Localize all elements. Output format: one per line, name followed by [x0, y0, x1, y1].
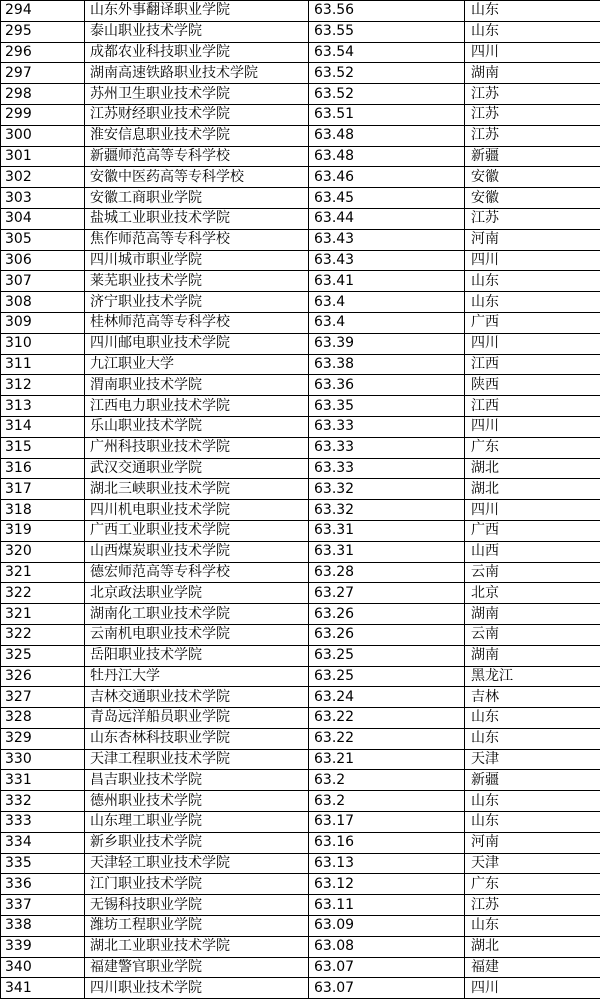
table-row [1, 687, 600, 708]
college-name-cell: 武汉交通职业学院 [85, 458, 309, 479]
province-cell: 湖南 [465, 645, 600, 666]
college-name-cell: 四川职业技术学院 [85, 978, 309, 999]
province-cell: 安徽 [465, 167, 600, 188]
province-cell: 新疆 [465, 770, 600, 791]
province-cell: 新疆 [465, 146, 600, 167]
rank-cell: 321 [1, 604, 85, 625]
province-cell: 山东 [465, 812, 600, 833]
rank-cell: 332 [1, 791, 85, 812]
rank-cell: 300 [1, 125, 85, 146]
province-cell: 天津 [465, 853, 600, 874]
college-name-cell: 广西工业职业技术学院 [85, 520, 309, 541]
table-row [1, 333, 600, 354]
province-cell: 福建 [465, 957, 600, 978]
rank-cell: 330 [1, 749, 85, 770]
score-cell: 63.27 [309, 583, 465, 604]
college-name-cell: 新乡职业技术学院 [85, 832, 309, 853]
province-cell: 天津 [465, 749, 600, 770]
table-row [1, 978, 600, 999]
table-row [1, 125, 600, 146]
score-cell: 63.31 [309, 520, 465, 541]
rank-cell: 317 [1, 479, 85, 500]
table-row [1, 250, 600, 271]
rank-cell: 295 [1, 21, 85, 42]
score-cell: 63.55 [309, 21, 465, 42]
college-name-cell: 德州职业技术学院 [85, 791, 309, 812]
province-cell: 山东 [465, 728, 600, 749]
rank-cell: 334 [1, 832, 85, 853]
college-name-cell: 云南机电职业技术学院 [85, 624, 309, 645]
table-row [1, 146, 600, 167]
rank-cell: 320 [1, 541, 85, 562]
score-cell: 63.33 [309, 416, 465, 437]
rank-cell: 299 [1, 104, 85, 125]
table-row [1, 624, 600, 645]
score-cell: 63.2 [309, 791, 465, 812]
table-row [1, 770, 600, 791]
table-row [1, 354, 600, 375]
rank-cell: 312 [1, 375, 85, 396]
college-name-cell: 湖南化工职业技术学院 [85, 604, 309, 625]
province-cell: 山东 [465, 21, 600, 42]
province-cell: 江西 [465, 354, 600, 375]
college-name-cell: 山西煤炭职业技术学院 [85, 541, 309, 562]
score-cell: 63.4 [309, 292, 465, 313]
score-cell: 63.24 [309, 687, 465, 708]
rank-cell: 333 [1, 812, 85, 833]
college-name-cell: 广州科技职业技术学院 [85, 437, 309, 458]
rank-cell: 340 [1, 957, 85, 978]
college-name-cell: 青岛远洋船员职业学院 [85, 708, 309, 729]
college-name-cell: 九江职业大学 [85, 354, 309, 375]
score-cell: 63.12 [309, 874, 465, 895]
province-cell: 四川 [465, 333, 600, 354]
college-name-cell: 安徽工商职业学院 [85, 188, 309, 209]
college-name-cell: 渭南职业技术学院 [85, 375, 309, 396]
table-row [1, 916, 600, 937]
province-cell: 四川 [465, 42, 600, 63]
province-cell: 广西 [465, 312, 600, 333]
province-cell: 山东 [465, 292, 600, 313]
score-cell: 63.38 [309, 354, 465, 375]
province-cell: 广西 [465, 520, 600, 541]
college-name-cell: 福建警官职业学院 [85, 957, 309, 978]
province-cell: 安徽 [465, 188, 600, 209]
score-cell: 63.25 [309, 666, 465, 687]
score-cell: 63.43 [309, 250, 465, 271]
rank-cell: 308 [1, 292, 85, 313]
rank-cell: 327 [1, 687, 85, 708]
province-cell: 湖北 [465, 458, 600, 479]
college-name-cell: 无锡科技职业学院 [85, 895, 309, 916]
rank-cell: 297 [1, 63, 85, 84]
score-cell: 63.17 [309, 812, 465, 833]
college-name-cell: 天津轻工职业技术学院 [85, 853, 309, 874]
province-cell: 吉林 [465, 687, 600, 708]
table-row [1, 562, 600, 583]
college-name-cell: 桂林师范高等专科学校 [85, 312, 309, 333]
province-cell: 四川 [465, 250, 600, 271]
rank-cell: 310 [1, 333, 85, 354]
college-name-cell: 山东外事翻译职业学院 [85, 1, 309, 22]
table-row [1, 1, 600, 22]
rank-cell: 318 [1, 500, 85, 521]
province-cell: 黑龙江 [465, 666, 600, 687]
rank-cell: 336 [1, 874, 85, 895]
college-name-cell: 潍坊工程职业学院 [85, 916, 309, 937]
college-name-cell: 岳阳职业技术学院 [85, 645, 309, 666]
score-cell: 63.52 [309, 63, 465, 84]
score-cell: 63.41 [309, 271, 465, 292]
rank-cell: 315 [1, 437, 85, 458]
college-name-cell: 牡丹江大学 [85, 666, 309, 687]
score-cell: 63.33 [309, 437, 465, 458]
table-row [1, 84, 600, 105]
table-row [1, 645, 600, 666]
table-row [1, 520, 600, 541]
rank-cell: 326 [1, 666, 85, 687]
rank-cell: 335 [1, 853, 85, 874]
college-name-cell: 泰山职业技术学院 [85, 21, 309, 42]
table-row [1, 708, 600, 729]
rank-cell: 298 [1, 84, 85, 105]
table-row [1, 188, 600, 209]
rank-cell: 305 [1, 229, 85, 250]
province-cell: 广东 [465, 437, 600, 458]
table-row [1, 728, 600, 749]
college-name-cell: 江苏财经职业技术学院 [85, 104, 309, 125]
table-row [1, 479, 600, 500]
rank-cell: 321 [1, 562, 85, 583]
score-cell: 63.26 [309, 624, 465, 645]
table-row [1, 208, 600, 229]
table-row [1, 396, 600, 417]
province-cell: 湖南 [465, 63, 600, 84]
province-cell: 河南 [465, 832, 600, 853]
province-cell: 江苏 [465, 895, 600, 916]
table-row [1, 812, 600, 833]
table-row [1, 292, 600, 313]
score-cell: 63.07 [309, 957, 465, 978]
score-cell: 63.51 [309, 104, 465, 125]
rank-cell: 302 [1, 167, 85, 188]
score-cell: 63.52 [309, 84, 465, 105]
score-cell: 63.13 [309, 853, 465, 874]
table-row [1, 167, 600, 188]
score-cell: 63.32 [309, 479, 465, 500]
score-cell: 63.09 [309, 916, 465, 937]
table-row [1, 104, 600, 125]
rank-cell: 339 [1, 936, 85, 957]
rank-cell: 341 [1, 978, 85, 999]
score-cell: 63.2 [309, 770, 465, 791]
table-row [1, 666, 600, 687]
province-cell: 北京 [465, 583, 600, 604]
score-cell: 63.35 [309, 396, 465, 417]
college-name-cell: 吉林交通职业技术学院 [85, 687, 309, 708]
table-row [1, 458, 600, 479]
college-name-cell: 新疆师范高等专科学校 [85, 146, 309, 167]
college-name-cell: 苏州卫生职业技术学院 [85, 84, 309, 105]
score-cell: 63.48 [309, 146, 465, 167]
score-cell: 63.07 [309, 978, 465, 999]
province-cell: 四川 [465, 416, 600, 437]
province-cell: 山东 [465, 271, 600, 292]
rank-cell: 316 [1, 458, 85, 479]
rank-cell: 311 [1, 354, 85, 375]
score-cell: 63.56 [309, 1, 465, 22]
score-cell: 63.22 [309, 728, 465, 749]
college-name-cell: 北京政法职业学院 [85, 583, 309, 604]
province-cell: 河南 [465, 229, 600, 250]
table-row [1, 500, 600, 521]
rank-cell: 294 [1, 1, 85, 22]
rank-cell: 304 [1, 208, 85, 229]
rank-cell: 319 [1, 520, 85, 541]
college-name-cell: 昌吉职业技术学院 [85, 770, 309, 791]
college-name-cell: 济宁职业技术学院 [85, 292, 309, 313]
table-row [1, 229, 600, 250]
province-cell: 山东 [465, 916, 600, 937]
score-cell: 63.21 [309, 749, 465, 770]
province-cell: 山东 [465, 708, 600, 729]
table-row [1, 437, 600, 458]
college-name-cell: 四川邮电职业技术学院 [85, 333, 309, 354]
rank-cell: 337 [1, 895, 85, 916]
ranking-table-body [1, 1, 600, 999]
province-cell: 山西 [465, 541, 600, 562]
table-row [1, 895, 600, 916]
score-cell: 63.16 [309, 832, 465, 853]
province-cell: 陕西 [465, 375, 600, 396]
college-name-cell: 天津工程职业技术学院 [85, 749, 309, 770]
rank-cell: 328 [1, 708, 85, 729]
score-cell: 63.44 [309, 208, 465, 229]
table-row [1, 936, 600, 957]
rank-cell: 338 [1, 916, 85, 937]
table-row [1, 791, 600, 812]
table-row [1, 271, 600, 292]
score-cell: 63.31 [309, 541, 465, 562]
score-cell: 63.4 [309, 312, 465, 333]
rank-cell: 325 [1, 645, 85, 666]
score-cell: 63.45 [309, 188, 465, 209]
college-name-cell: 湖南高速铁路职业技术学院 [85, 63, 309, 84]
score-cell: 63.46 [309, 167, 465, 188]
college-name-cell: 盐城工业职业技术学院 [85, 208, 309, 229]
score-cell: 63.28 [309, 562, 465, 583]
college-name-cell: 四川机电职业技术学院 [85, 500, 309, 521]
table-row [1, 874, 600, 895]
rank-cell: 301 [1, 146, 85, 167]
province-cell: 湖北 [465, 936, 600, 957]
score-cell: 63.22 [309, 708, 465, 729]
college-name-cell: 四川城市职业学院 [85, 250, 309, 271]
score-cell: 63.08 [309, 936, 465, 957]
table-row [1, 583, 600, 604]
rank-cell: 322 [1, 624, 85, 645]
table-row [1, 312, 600, 333]
province-cell: 山东 [465, 791, 600, 812]
college-name-cell: 山东杏林科技职业学院 [85, 728, 309, 749]
score-cell: 63.32 [309, 500, 465, 521]
rank-cell: 296 [1, 42, 85, 63]
score-cell: 63.48 [309, 125, 465, 146]
college-name-cell: 成都农业科技职业学院 [85, 42, 309, 63]
college-name-cell: 德宏师范高等专科学校 [85, 562, 309, 583]
score-cell: 63.39 [309, 333, 465, 354]
college-name-cell: 山东理工职业学院 [85, 812, 309, 833]
rank-cell: 303 [1, 188, 85, 209]
province-cell: 江西 [465, 396, 600, 417]
table-row [1, 21, 600, 42]
table-row [1, 375, 600, 396]
table-row [1, 604, 600, 625]
table-row [1, 63, 600, 84]
rank-cell: 307 [1, 271, 85, 292]
province-cell: 四川 [465, 500, 600, 521]
college-name-cell: 湖北工业职业技术学院 [85, 936, 309, 957]
rank-cell: 331 [1, 770, 85, 791]
rank-cell: 314 [1, 416, 85, 437]
province-cell: 云南 [465, 562, 600, 583]
college-name-cell: 安徽中医药高等专科学校 [85, 167, 309, 188]
province-cell: 江苏 [465, 208, 600, 229]
score-cell: 63.36 [309, 375, 465, 396]
score-cell: 63.11 [309, 895, 465, 916]
table-row [1, 416, 600, 437]
score-cell: 63.33 [309, 458, 465, 479]
college-name-cell: 湖北三峡职业技术学院 [85, 479, 309, 500]
score-cell: 63.54 [309, 42, 465, 63]
rank-cell: 329 [1, 728, 85, 749]
college-name-cell: 乐山职业技术学院 [85, 416, 309, 437]
table-row [1, 957, 600, 978]
province-cell: 湖北 [465, 479, 600, 500]
province-cell: 江苏 [465, 104, 600, 125]
rank-cell: 322 [1, 583, 85, 604]
province-cell: 江苏 [465, 125, 600, 146]
province-cell: 云南 [465, 624, 600, 645]
table-row [1, 42, 600, 63]
table-row [1, 749, 600, 770]
province-cell: 广东 [465, 874, 600, 895]
rank-cell: 306 [1, 250, 85, 271]
table-row [1, 541, 600, 562]
rank-cell: 309 [1, 312, 85, 333]
college-name-cell: 江西电力职业技术学院 [85, 396, 309, 417]
province-cell: 山东 [465, 1, 600, 22]
table-row [1, 832, 600, 853]
college-name-cell: 焦作师范高等专科学校 [85, 229, 309, 250]
college-name-cell: 莱芜职业技术学院 [85, 271, 309, 292]
college-name-cell: 江门职业技术学院 [85, 874, 309, 895]
province-cell: 湖南 [465, 604, 600, 625]
province-cell: 四川 [465, 978, 600, 999]
score-cell: 63.25 [309, 645, 465, 666]
score-cell: 63.43 [309, 229, 465, 250]
score-cell: 63.26 [309, 604, 465, 625]
college-name-cell: 淮安信息职业技术学院 [85, 125, 309, 146]
table-row [1, 853, 600, 874]
province-cell: 江苏 [465, 84, 600, 105]
rank-cell: 313 [1, 396, 85, 417]
